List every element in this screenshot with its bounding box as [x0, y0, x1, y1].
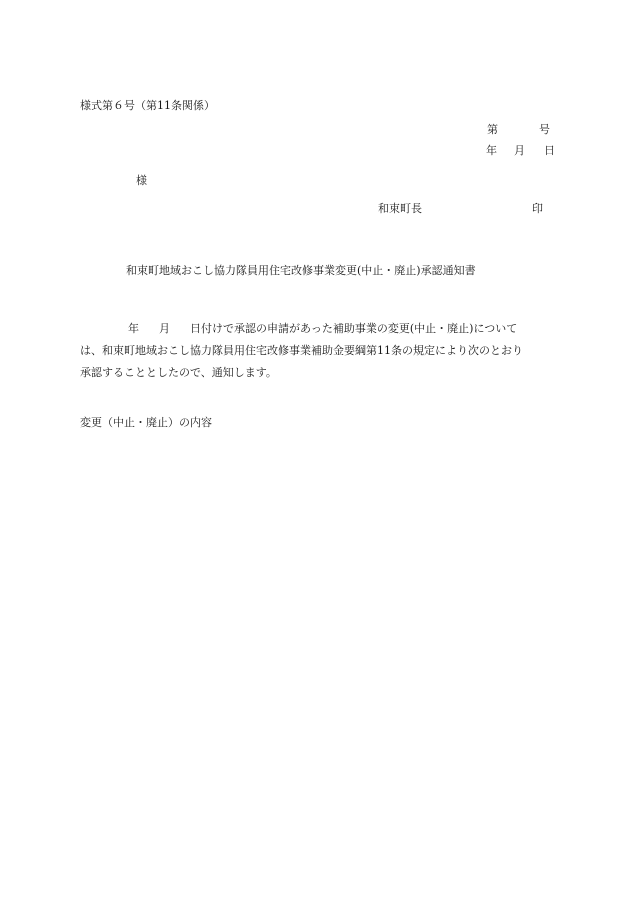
date-line: [486, 142, 555, 158]
body-month: 月: [159, 322, 170, 335]
issuer-line: [378, 200, 543, 216]
date-day: 日: [544, 144, 555, 157]
recipient-line: [136, 172, 147, 188]
issuer-title: 和束町長: [378, 202, 422, 215]
number-suffix: 号: [539, 123, 550, 136]
body-text: [80, 318, 560, 384]
body-line-1: [80, 318, 560, 340]
seal-mark: 印: [532, 202, 543, 215]
number-prefix: 第: [487, 123, 498, 136]
body-line-1-rest: 日付けで承認の申請があった補助事業の変更(中止・廃止)について: [190, 322, 518, 335]
date-month: 月: [514, 144, 525, 157]
form-number: 様式第６号（第11条関係）: [80, 99, 215, 112]
document-title: 和束町地域おこし協力隊員用住宅改修事業変更(中止・廃止)承認通知書: [126, 264, 476, 277]
recipient-honorific: 様: [136, 174, 147, 187]
date-year: 年: [486, 144, 497, 157]
body-year: 年: [128, 322, 139, 335]
document-number-line: [487, 121, 550, 137]
section-heading: 変更（中止・廃止）の内容: [80, 416, 212, 429]
body-line-2: は、和束町地域おこし協力隊員用住宅改修事業補助金要綱第11条の規定により次のとおり: [80, 344, 523, 357]
body-line-3: 承認することとしたので、通知します。: [80, 366, 277, 379]
